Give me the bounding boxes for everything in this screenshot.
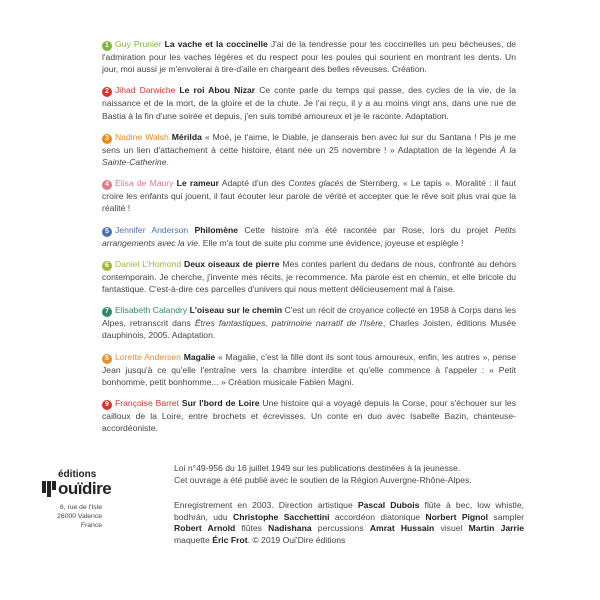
track-title: Deux oiseaux de pierre (184, 258, 280, 269)
credits-text: Enregistrement en 2003. Direction artistique (174, 500, 358, 510)
address-line: 26000 Valence (57, 513, 102, 520)
track-author: Guy Prunier (115, 39, 162, 49)
logo-mark (42, 469, 112, 498)
description-text: , Charles Joisten, éditions Musée dauphinois, 2005. Adaptation. (102, 318, 516, 341)
credit-name: Martin Jarrie (468, 523, 524, 534)
track-number-badge: 1 (102, 41, 112, 51)
track-author: Daniel L'Homond (115, 258, 182, 269)
logo-small-text: éditions (58, 469, 97, 480)
credits-text: visuel (434, 523, 469, 534)
description-text: C'est un récit de croyance collecté en 1958 à Corps dans les Alpes, retranscrit dans (102, 305, 517, 329)
track-item (102, 258, 516, 295)
track-text (102, 38, 516, 75)
credits-text: percussions (311, 523, 370, 534)
track-item (102, 304, 516, 341)
description-text: Une histoire qui a voyagé depuis la Corse, pour s'échouer sur les cailloux de la Loire, entre brochets et écrevisses. Un conte en duo avec Isabelle Bazin, chanteuse-accordéoniste. (102, 398, 516, 434)
credits-text: accordéon diatonique (329, 511, 426, 522)
track-number-badge: 9 (102, 400, 112, 410)
track-title: Sur l'bord de Loire (181, 398, 260, 409)
address-line: France (80, 522, 102, 529)
description-text: J'ai de la tendresse pour les coccinelles un peu bécheuses, de l'admiration pour les vaches légères et du respect pour les poules qui sourient en montrant les dents. Un jour, moi aussi je m'envolerai à tire-d'aile en chargeant des belles rêveuses. Création. (102, 39, 516, 75)
description-text: Ce conte parle du temps qui passe, des cycles de la vie, de la naissance et de la mort, de la gloire et de la chute. Je l'ai reçu, il y a au moins vingt ans, dans une rue de Bastia à la fin d'une soirée et depuis, j'en suis tombé amoureux et je le raconte. Adaptation. (102, 85, 516, 121)
credit-name: Robert Arnold (174, 523, 236, 534)
track-number-badge: 6 (102, 261, 112, 271)
credits-text: flûtes (235, 523, 269, 534)
description-text: Mes contes parlent du dedans de nous, confronté au dehors contemporain. Je cherche, j'invente mes récits, je recommence. Ma parole est en chemin, et elle bricole du fantastique. C'est-à-dire ces parcelles d'univers qui nous mettent délicieusement mal à l'aise. (102, 258, 517, 295)
track-item (102, 224, 516, 249)
description-text: de Sternberg, « Le tapis ». Moralité : il faut croire les enfants qui jouent, il faut écouter leur parole de vérité et accepter que le rêve soit plus vrai que la réalité ! (102, 178, 516, 214)
track-item (102, 177, 516, 214)
credit-name: Norbert Pignol (425, 511, 489, 522)
track-text (102, 397, 516, 434)
description-text: « Magalie, c'est la fille dont ils sont tous amoureux, enfin, les autres », pense Jean jusqu'à ce qu'elle l'entraîne vers la chambre interdite et qu'elle commence à l'appeler : « Petit bonhomme, petit bonhomme... » Création musicale Fabien Magni. (102, 351, 516, 387)
track-text (102, 304, 516, 341)
track-title: Magalie (183, 351, 216, 362)
description-text: . Elle m'a tout de suite plu comme une évidence, joyeuse et espiègle ! (198, 237, 464, 248)
credit-name: Amrat Hussain (369, 523, 435, 534)
credits-text: flûte à bec, low whistle, bodhrán, udu (174, 500, 524, 522)
legal-line: Loi n°49-956 du 16 juillet 1949 sur les publications destinées à la jeunesse. (174, 463, 461, 473)
credit-name: Nadishana (268, 523, 312, 534)
publisher-logo (42, 469, 112, 530)
track-title: Mérilda (171, 131, 202, 142)
track-text (102, 224, 516, 249)
description-italic: Petits arrangements avec la vie (102, 224, 517, 248)
track-number-badge: 8 (102, 354, 112, 364)
credits-text: . © 2019 Oui'Dire éditions (247, 534, 346, 545)
description-text: Cette histoire m'a été racontée par Rose, lors du projet (244, 224, 495, 235)
address-line: 6, rue de l'Isle (59, 504, 102, 511)
track-author: Jihad Darwiche (115, 85, 176, 96)
track-item (102, 131, 516, 168)
credits (174, 500, 524, 546)
credit-name: Christophe Sacchettini (232, 511, 330, 522)
description-italic: Êtres fantastiques, patrimoine narratif de l'Isère (194, 318, 383, 329)
description-italic: À la Sainte-Catherine (102, 144, 517, 168)
track-author: Nadine Walsh (115, 131, 169, 142)
track-number-badge: 4 (102, 180, 112, 190)
track-number-badge: 3 (102, 134, 112, 144)
credits-text: maquette (174, 534, 213, 545)
track-title: Le rameur (176, 178, 220, 189)
credits-text: sampler (488, 511, 524, 522)
track-author: Elisa de Maury (115, 178, 174, 189)
track-item (102, 351, 516, 388)
description-text: Adapté d'un des (221, 178, 289, 189)
track-title: L'oiseau sur le chemin (189, 305, 283, 316)
track-text (102, 258, 516, 295)
track-number-badge: 5 (102, 227, 112, 237)
track-author: Françoise Barret (115, 398, 180, 409)
track-text (102, 131, 516, 168)
description-italic: Contes glacés (288, 178, 344, 189)
track-title: La vache et la coccinelle (164, 39, 268, 49)
track-item (102, 38, 516, 75)
track-item (102, 84, 516, 121)
description-text: « Moé, je t'aime, le Diable, je danserais ben avec lui sur du Santana ! Pis je me sens un lien d'attachement à cette histoire, étant née un 25 novembre ! » Adaptation de la légende (102, 131, 517, 155)
track-number-badge: 7 (102, 307, 112, 317)
logo-big-text: ouïdire (58, 479, 112, 498)
track-text (102, 84, 516, 121)
logo-bars-icon (42, 481, 56, 497)
track-title: Philomène (194, 224, 239, 235)
credit-name: Éric Frot (212, 534, 248, 545)
track-list (102, 38, 516, 443)
track-text (102, 177, 516, 214)
description-text: . (166, 157, 169, 168)
publisher-address (42, 503, 102, 530)
track-author: Lorette Andersen (115, 351, 181, 362)
track-author: Elisabeth Calandry (115, 305, 188, 316)
track-item (102, 397, 516, 434)
credit-name: Pascal Dubois (357, 500, 420, 510)
track-author: Jennifer Anderson (115, 224, 189, 235)
legal-line: Cet ouvrage a été publié avec le soutien de la Région Auvergne-Rhône-Alpes. (174, 474, 472, 485)
track-title: Le roi Abou Nizar (179, 85, 256, 96)
legal-notice (174, 463, 524, 486)
track-number-badge: 2 (102, 87, 112, 97)
track-text (102, 351, 516, 388)
